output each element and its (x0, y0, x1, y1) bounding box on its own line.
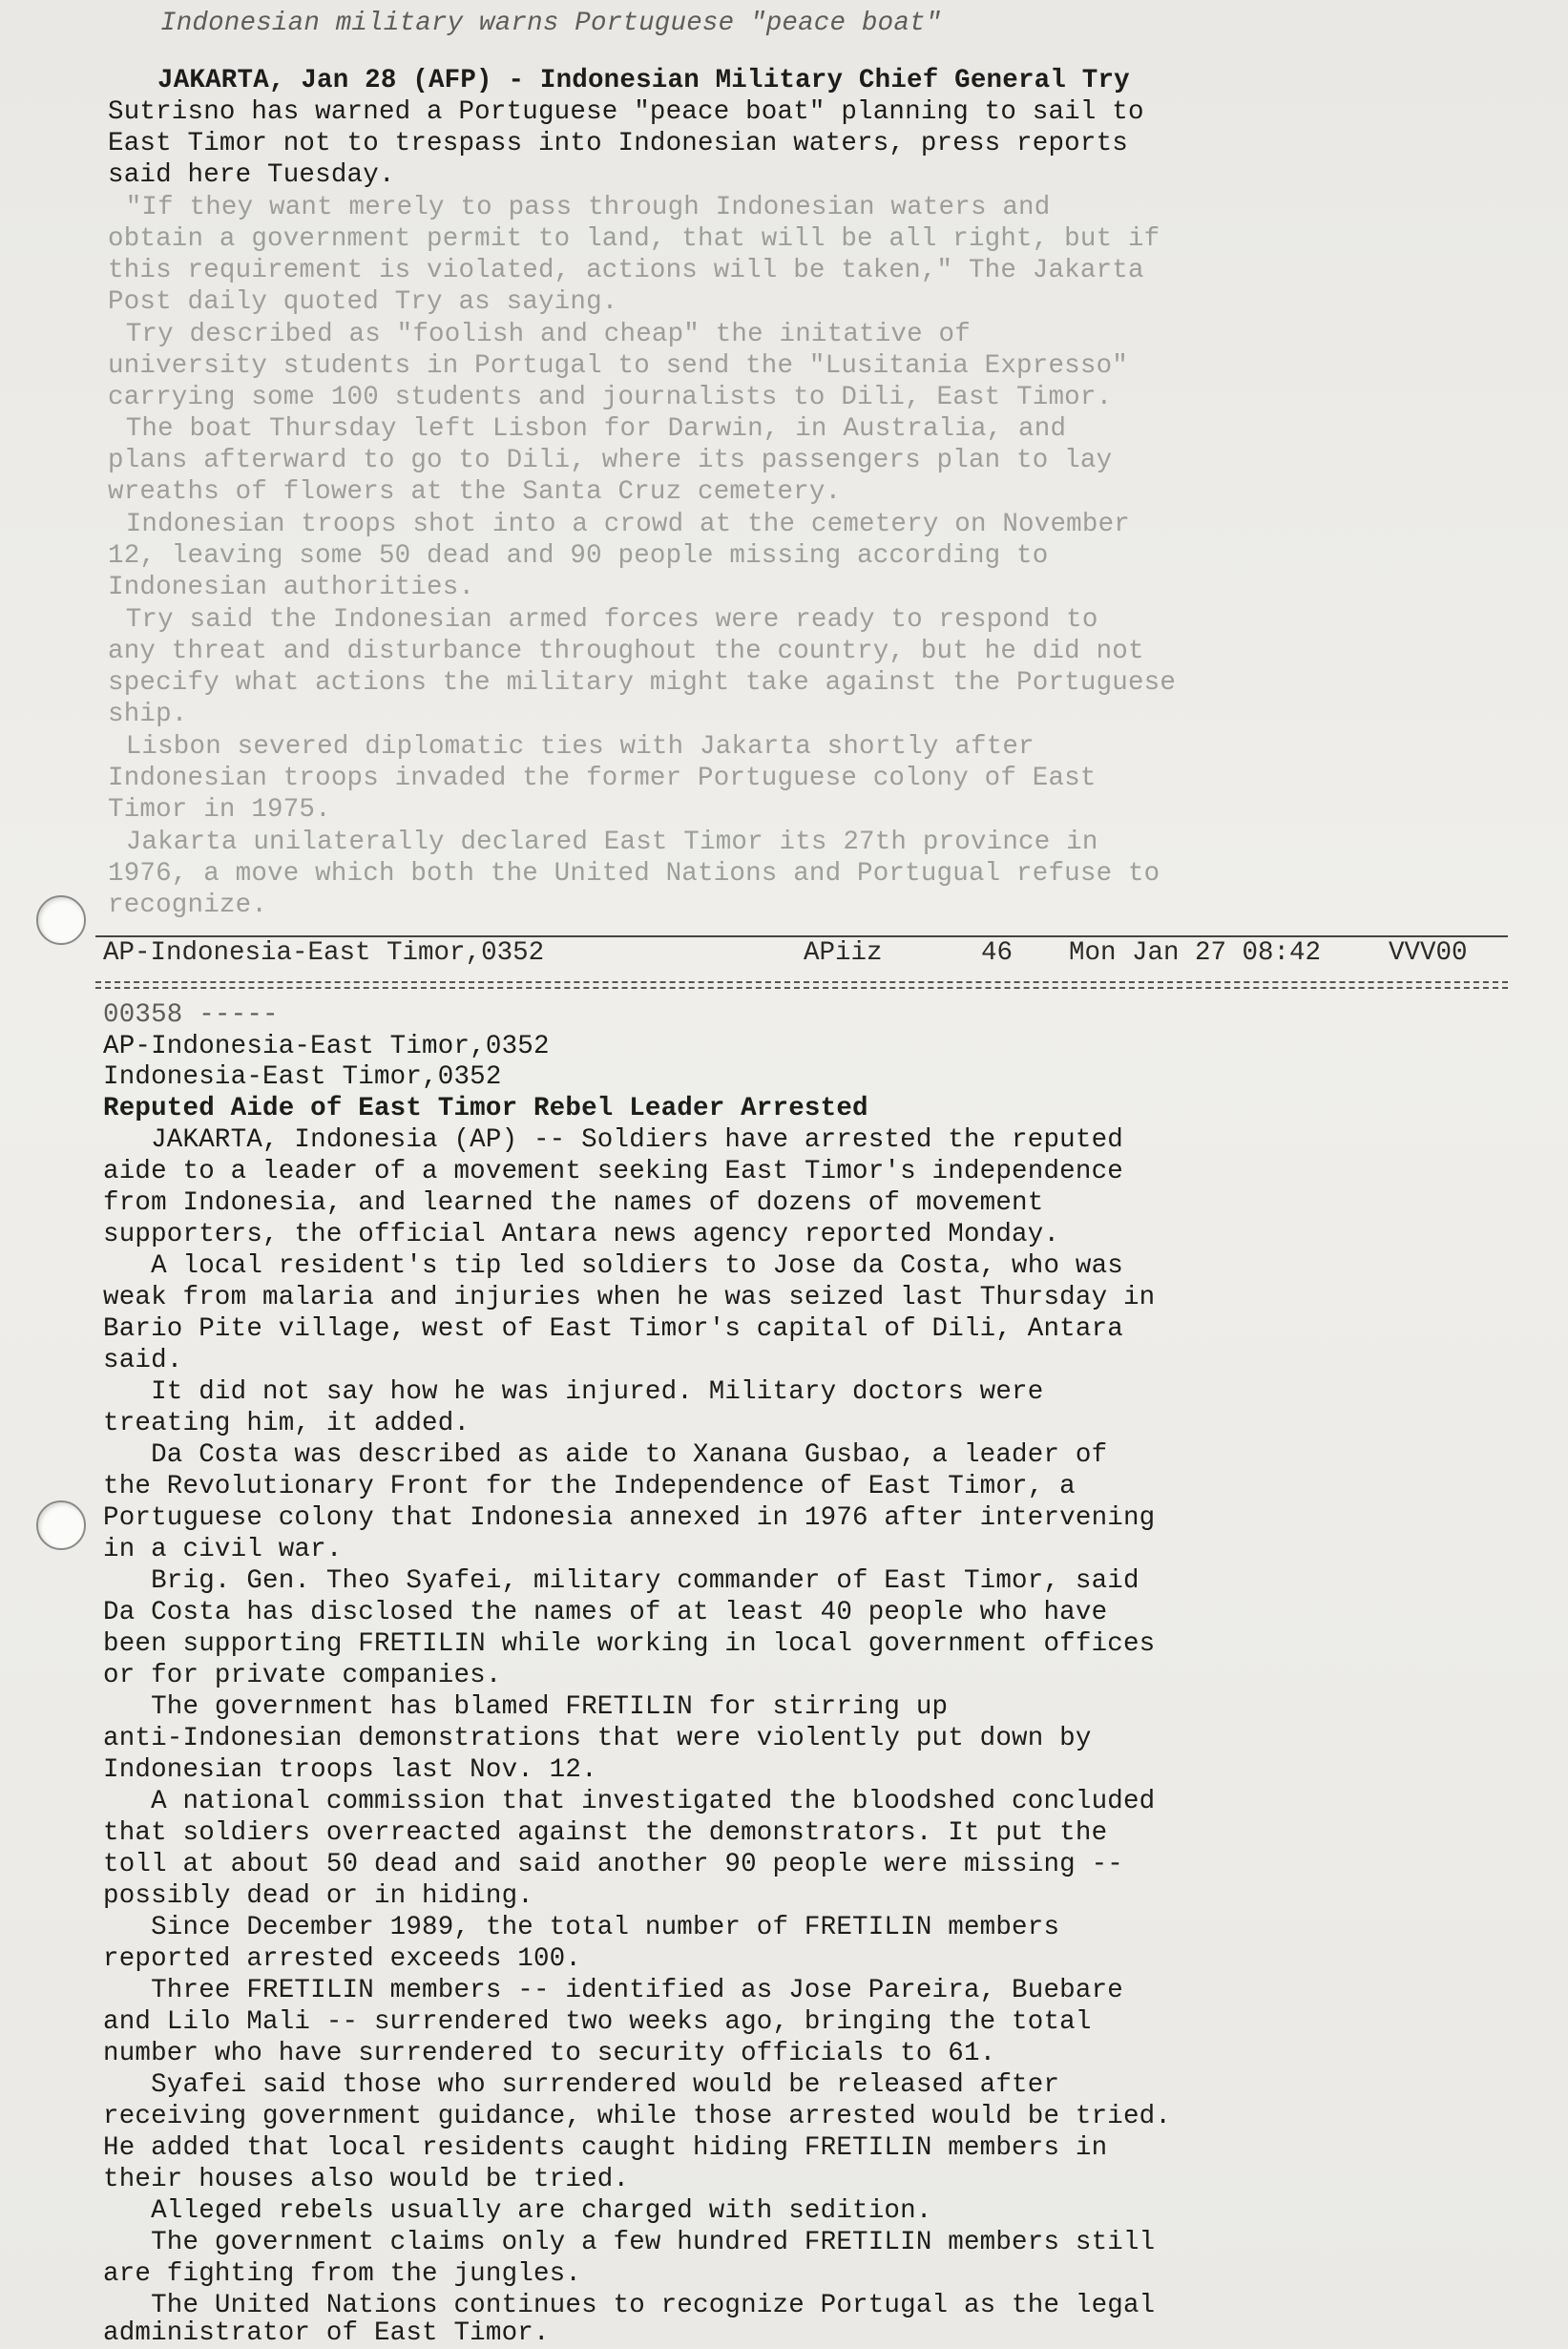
story-1-line: carrying some 100 students and journalists to Dili, East Timor. (108, 383, 1113, 412)
story-1-line: Indonesian authorities. (108, 573, 475, 602)
story-2-line: Indonesia-East Timor,0352 (103, 1062, 502, 1092)
story-2-line: aide to a leader of a movement seeking East Timor's independence (103, 1157, 1123, 1186)
story-2-line: The government claims only a few hundred FRETILIN members still (103, 2228, 1156, 2257)
story-2-line: Bario Pite village, west of East Timor's capital of Dili, Antara (103, 1314, 1123, 1344)
punch-hole-top (36, 895, 86, 945)
story-1-line: any threat and disturbance throughout the country, but he did not (108, 637, 1144, 666)
punch-hole-middle (36, 1500, 86, 1550)
story-1-line: Try said the Indonesian armed forces were ready to respond to (110, 605, 1098, 635)
story-1-line: wreaths of flowers at the Santa Cruz cemetery. (108, 477, 842, 507)
wire-header-code: APiiz (804, 938, 883, 968)
story-2-line: reported arrested exceeds 100. (103, 1944, 582, 1974)
story-2-line: Alleged rebels usually are charged with sedition. (103, 2196, 932, 2226)
story-2-line: from Indonesia, and learned the names of dozens of movement (103, 1188, 1044, 1218)
story-2-line: Da Costa was described as aide to Xanana Gusbao, a leader of (103, 1440, 1108, 1470)
story-1-line: Timor in 1975. (108, 795, 331, 825)
story-2-line: treating him, it added. (103, 1409, 470, 1438)
story-2-line: The United Nations continues to recognize Portugal as the legal (103, 2291, 1156, 2320)
story-2-line: It did not say how he was injured. Military doctors were (103, 1377, 1044, 1407)
story-1-line: "If they want merely to pass through Indonesian waters and (110, 193, 1051, 222)
story-2-line: the Revolutionary Front for the Independence of East Timor, a (103, 1472, 1076, 1501)
story-2-line: are fighting from the jungles. (103, 2259, 582, 2289)
story-1-line: this requirement is violated, actions will be taken," The Jakarta (108, 256, 1144, 285)
story-2-line: toll at about 50 dead and said another 90 people were missing -- (103, 1850, 1123, 1879)
wire-header-number: 46 (981, 938, 1014, 968)
wire-header-datetime: Mon Jan 27 08:42 (1069, 938, 1322, 968)
story-2-line: been supporting FRETILIN while working in local government offices (103, 1629, 1156, 1659)
story-1-slug: Indonesian military warns Portuguese "peace boat" (160, 9, 942, 38)
story-2-line: or for private companies. (103, 1661, 502, 1690)
story-2-line: said. (103, 1346, 183, 1375)
story-2-line: anti-Indonesian demonstrations that were violently put down by (103, 1724, 1092, 1753)
story-2-line: and Lilo Mali -- surrendered two weeks ago, bringing the total (103, 2007, 1092, 2037)
story-1-line: 1976, a move which both the United Nations and Portugual refuse to (108, 859, 1160, 889)
story-2-line: Brig. Gen. Theo Syafei, military commander of East Timor, said (103, 1566, 1139, 1596)
story-2-line: supporters, the official Antara news agency reported Monday. (103, 1220, 1060, 1249)
story-2-line: JAKARTA, Indonesia (AP) -- Soldiers have arrested the reputed (103, 1125, 1123, 1155)
story-2-line: 00358 ----- (103, 1000, 279, 1030)
story-2-line: Portuguese colony that Indonesia annexed in 1976 after intervening (103, 1503, 1156, 1533)
story-2-line: their houses also would be tried. (103, 2165, 630, 2194)
story-1-line: The boat Thursday left Lisbon for Darwin, in Australia, and (110, 414, 1067, 444)
story-2-line: Syafei said those who surrendered would be released after (103, 2070, 1060, 2100)
story-2-line: AP-Indonesia-East Timor,0352 (103, 1032, 550, 1061)
story-2-line: that soldiers overreacted against the demonstrators. It put the (103, 1818, 1108, 1848)
story-1-line: Indonesian troops shot into a crowd at the cemetery on November (110, 510, 1130, 539)
story-1-line: Sutrisno has warned a Portuguese "peace boat" planning to sail to (108, 97, 1144, 127)
wire-header-tag: VVV00 (1389, 938, 1468, 968)
story-1-line: 12, leaving some 50 dead and 90 people missing according to (108, 541, 1049, 571)
story-1-line: ship. (108, 700, 188, 729)
story-2-line: possibly dead or in hiding. (103, 1881, 533, 1911)
story-2-line: Da Costa has disclosed the names of at least 40 people who have (103, 1598, 1108, 1627)
story-2-line: administrator of East Timor. (103, 2318, 550, 2348)
story-2-line: A national commission that investigated the bloodshed concluded (103, 1787, 1156, 1816)
story-1-line: Post daily quoted Try as saying. (108, 287, 618, 317)
wire-header-slug: AP-Indonesia-East Timor,0352 (103, 938, 545, 968)
story-2-line: He added that local residents caught hiding FRETILIN members in (103, 2133, 1108, 2163)
story-1-line: plans afterward to go to Dili, where its passengers plan to lay (108, 446, 1113, 475)
story-2-line: in a civil war. (103, 1535, 343, 1564)
story-2-line: receiving government guidance, while those arrested would be tried. (103, 2102, 1172, 2131)
story-2-headline: Reputed Aide of East Timor Rebel Leader Arrested (103, 1094, 868, 1123)
story-1-line: university students in Portugal to send the "Lusitania Expresso" (108, 351, 1128, 381)
story-1-line: Jakarta unilaterally declared East Timor its 27th province in (110, 828, 1098, 857)
story-1-line: East Timor not to trespass into Indonesian waters, press reports (108, 129, 1128, 158)
divider-double-rule (95, 981, 1508, 989)
story-2-line: Since December 1989, the total number of FRETILIN members (103, 1913, 1060, 1942)
story-1-line: JAKARTA, Jan 28 (AFP) - Indonesian Military Chief General Try (157, 66, 1130, 95)
story-2-line: weak from malaria and injuries when he was seized last Thursday in (103, 1283, 1156, 1312)
story-2-line: The government has blamed FRETILIN for stirring up (103, 1692, 949, 1722)
story-2-line: Indonesian troops last Nov. 12. (103, 1755, 597, 1785)
story-1-line: recognize. (108, 891, 268, 920)
story-2-line: number who have surrendered to security officials to 61. (103, 2039, 996, 2068)
story-2-line: A local resident's tip led soldiers to Jose da Costa, who was (103, 1251, 1123, 1281)
story-1-line: Try described as "foolish and cheap" the initative of (110, 320, 971, 349)
story-1-line: Lisbon severed diplomatic ties with Jakarta shortly after (110, 732, 1035, 762)
story-1-line: said here Tuesday. (108, 160, 395, 190)
story-1-line: Indonesian troops invaded the former Portuguese colony of East (108, 764, 1097, 793)
story-1-line: specify what actions the military might take against the Portuguese (108, 668, 1177, 698)
story-1-line: obtain a government permit to land, that will be all right, but if (108, 224, 1160, 254)
story-2-line: Three FRETILIN members -- identified as Jose Pareira, Buebare (103, 1976, 1123, 2005)
